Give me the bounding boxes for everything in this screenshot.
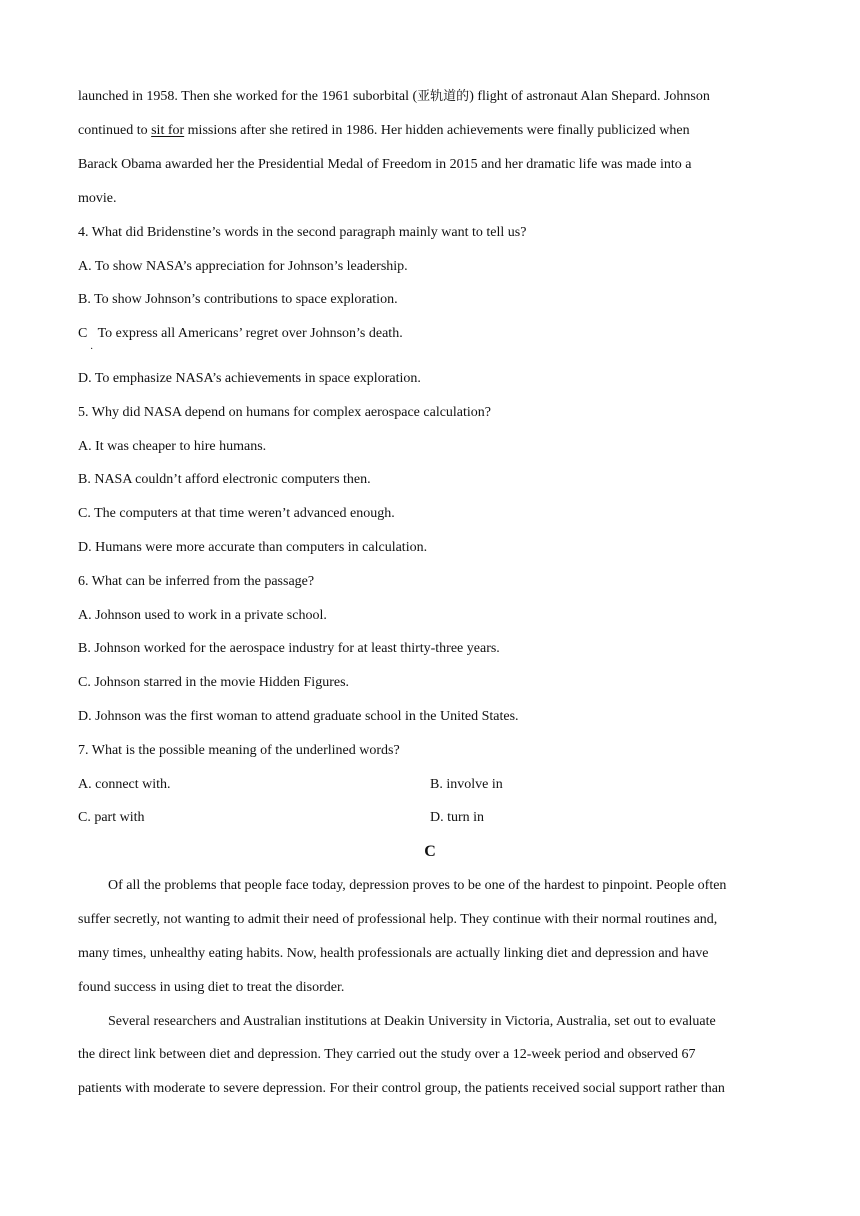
text-segment: ) flight of astronaut Alan Shepard. Johnson (469, 89, 710, 104)
question-6-option-d: D. Johnson was the first woman to attend graduate school in the United States. (78, 709, 519, 724)
question-7-stem: 7. What is the possible meaning of the underlined words? (78, 743, 400, 758)
question-7-option-d: D. turn in (430, 810, 485, 825)
question-5-option-b: B. NASA couldn’t afford electronic computers then. (78, 472, 371, 487)
passage-b-line-1 (78, 88, 782, 106)
question-7-option-a: A. connect with. (78, 777, 171, 792)
question-5-stem: 5. Why did NASA depend on humans for complex aerospace calculation? (78, 405, 492, 420)
passage-c-line-1: Of all the problems that people face today, depression proves to be one of the hardest to pinpoint. People often (108, 878, 727, 893)
question-6-stem: 6. What can be inferred from the passage? (78, 574, 315, 589)
question-6-option-a: A. Johnson used to work in a private school. (78, 608, 327, 623)
underlined-words: sit for (151, 123, 185, 138)
question-4-option-b: B. To show Johnson’s contributions to space exploration. (78, 292, 398, 307)
question-5-option-d: D. Humans were more accurate than computers in calculation. (78, 540, 428, 555)
question-4-option-c: C To express all Americans’ regret over Johnson’s death. (78, 326, 403, 341)
question-6-option-b: B. Johnson worked for the aerospace industry for at least thirty-three years. (78, 641, 500, 656)
question-7-option-c: C. part with (78, 810, 145, 825)
question-5-option-c: C. The computers at that time weren’t advanced enough. (78, 506, 395, 521)
question-6-option-c: C. Johnson starred in the movie Hidden Figures. (78, 675, 350, 690)
question-5-option-a: A. It was cheaper to hire humans. (78, 439, 267, 454)
question-4-option-d: D. To emphasize NASA’s achievements in space exploration. (78, 371, 421, 386)
passage-c-line-7: patients with moderate to severe depression. For their control group, the patients received social support rather than (78, 1081, 725, 1096)
passage-b-line-4: movie. (78, 191, 117, 206)
passage-b-line-3: Barack Obama awarded her the Presidential Medal of Freedom in 2015 and her dramatic life was made into a (78, 157, 692, 172)
passage-c-line-5: Several researchers and Australian institutions at Deakin University in Victoria, Australia, set out to evaluate (108, 1014, 716, 1029)
passage-c-line-3: many times, unhealthy eating habits. Now, health professionals are actually linking diet and depression and have (78, 946, 709, 961)
stray-dot-mark: · (90, 344, 94, 355)
text-segment: missions after she retired in 1986. Her hidden achievements were finally publicized when (184, 123, 690, 138)
passage-b-line-2 (78, 122, 782, 140)
text-segment: continued to (78, 123, 152, 138)
question-7-options-row-1 (78, 776, 782, 794)
chinese-gloss: 亚轨道的 (417, 89, 470, 104)
passage-c-line-6: the direct link between diet and depression. They carried out the study over a 12-week period and observed 67 (78, 1047, 696, 1062)
text-segment: launched in 1958. Then she worked for the 1961 suborbital ( (78, 89, 418, 104)
section-c-heading: C (424, 843, 436, 860)
question-7-option-b: B. involve in (430, 777, 503, 792)
question-7-options-row-2 (78, 809, 782, 827)
passage-c-line-2: suffer secretly, not wanting to admit their need of professional help. They continue with their normal routines and, (78, 912, 718, 927)
question-4-stem: 4. What did Bridenstine’s words in the second paragraph mainly want to tell us? (78, 225, 527, 240)
passage-c-line-4: found success in using diet to treat the disorder. (78, 980, 345, 995)
question-4-option-a: A. To show NASA’s appreciation for Johnson’s leadership. (78, 259, 408, 274)
